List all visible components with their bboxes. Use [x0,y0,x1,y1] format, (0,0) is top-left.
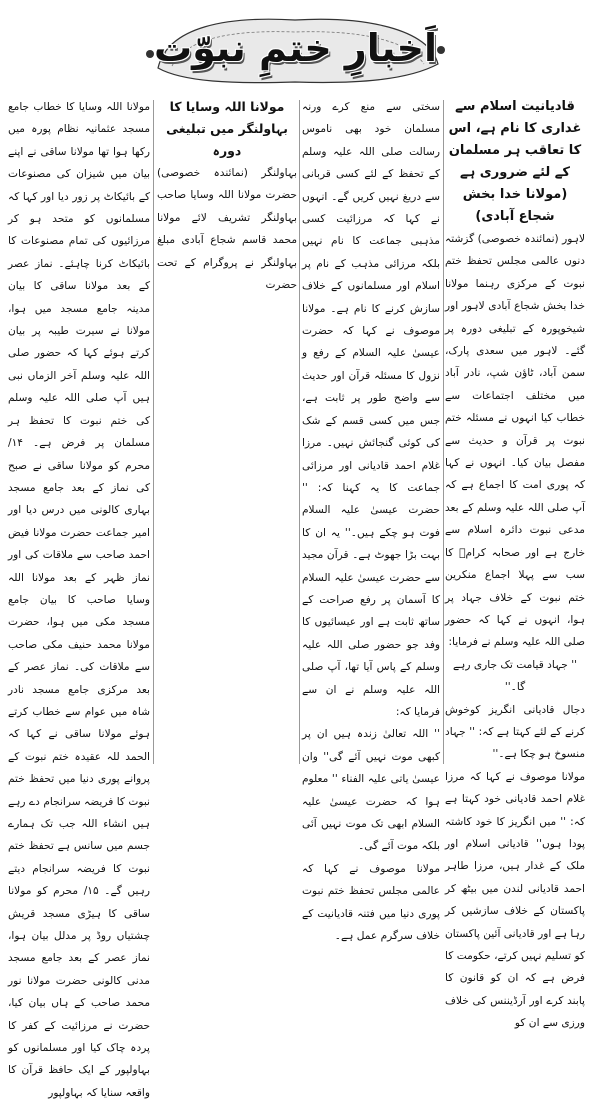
article-quote: '' اللہ تعالیٰ زندہ ہیں ان پر کبھی موت نہیں آئے گی'' وان عیسیٰ یاتی علیہ الفناء '' معلوم ہوا کہ حضرت عیسیٰ علیہ السلام ابھی تک موت نہیں آئی بلکہ موت آئے گی۔ [302,728,440,853]
article-paragraph: مولانا اللہ وسایا کا خطاب جامع مسجد عثمانیہ نظام پورہ میں رکھا ہوا تھا مولانا ساقی نے اپنے بیان میں شیزان کی مصنوعات کے بائیکاٹ پر زور دیا اور کہا کہ مسلمانوں کو متحد ہو کر مرزائیوں کی تمام مصنوعات کا بائیکاٹ کرنا چاہئے۔ نماز عصر کے بعد مولانا ساقی کا بیان مدینہ جامع مسجد میں ہوا، مولانا نے سیرت طیبہ پر بیان کرتے ہوئے کہا کہ حضور صلی اللہ علیہ وسلم آخر الزماں نبی ہیں آپ صلی اللہ علیہ وسلم کی ختم نبوت کا تحفظ ہر مسلمان پر فرض ہے۔ ۱۴/ محرم کو مولانا ساقی نے صبح کی نماز کے بعد جامع مسجد بہاری کالونی میں درس دیا اور امیر جماعت حضرت مولانا فیض احمد صاحب سے ملاقات کی اور نماز ظہر کے بعد مولانا اللہ وسایا صاحب کا بیان جامع مسجد مکی میں ہوا، حضرت مولانا محمد حنیف مکی صاحب سے ملاقات کی۔ نماز عصر کے بعد مرکزی جامع مسجد نادر شاہ میں عوام سے خطاب کرتے ہوئے مولانا ساقی نے کہا کہ الحمد للہ عقیدہ ختم نبوت کے پروانے پوری دنیا میں تحفظ ختم نبوت کا فریضہ سرانجام دے رہے ہیں انشاء اللہ جب تک ہمارے جسم میں سانس ہے تحفظ ختم نبوت کا فریضہ سرانجام دیتے رہیں گے۔ ۱۵/ محرم کو مولانا ساقی کا ہیڑی مسجد قریش چشتیاں روڈ پر مدلل بیان ہوا، نماز عصر کے بعد جامع مسجد مدنی کالونی حضرت مولانا نور محمد صاحب کے ہاں بیان کیا، حضرت نے مرزائیت کے کفر کا پردہ چاک کیا اور مسلمانوں کو بہاولپور کے ایک حافظ قرآن کا واقعہ سنایا کہ بہاولپور [8,101,150,1099]
article-paragraph: بہاولنگر (نمائندہ خصوصی) حضرت مولانا اللہ وسایا صاحب بہاولنگر تشریف لائے مولانا محمد قاسم شجاع آبادی مبلغ بہاولنگر نے پروگرام کے تحت حضرت [157,167,297,292]
article-quote: '' جہاد قیامت تک جاری رہے گا۔'' [452,658,578,694]
masthead-banner [138,6,453,90]
article-column-3 [157,96,297,768]
column-divider [153,100,154,764]
article-column-2 [302,96,440,943]
column-divider [443,100,444,764]
article-paragraph: دجال قادیانی انگریز کوخوش کرنے کے لئے کہتا ہے کہ: '' جہاد منسوخ ہو چکا ہے۔'' [445,703,585,761]
sub-headline: مولانا اللہ وسایا کا بہاولنگر میں تبلیغی دورہ [166,99,288,158]
masthead-title: اَخبارِ ختمِ نبوّت [153,26,437,70]
article-paragraph: سختی سے منع کرے ورنہ مسلمان خود بھی ناموس رسالت صلی اللہ علیہ وسلم کے تحفظ کے لئے کسی قربانی سے دریغ نہیں کریں گے۔ انہوں نے کہا کہ مرزائیت کسی مذہبی جماعت کا نام نہیں بلکہ مرزائی مذہب کے نام پر اسلام اور مسلمانوں کے خلاف سازش کرنے کا نام ہے۔ مولانا موصوف نے کہا کہ حضرت عیسیٰ علیہ السلام کے رفع و نزول کا مسئلہ قرآن اور حدیث سے واضح طور پر ثابت ہے، جس میں کسی قسم کے شک کی کوئی گنجائش نہیں۔ مرزا غلام احمد قادیانی اور مرزائی جماعت کا یہ کہنا کہ: '' حضرت عیسیٰ علیہ السلام فوت ہو چکے ہیں۔'' یہ ان کا بہت بڑا جھوٹ ہے۔ قرآن مجید سے حضرت عیسیٰ علیہ السلام کا آسمان پر رفع صراحت کے ساتھ ثابت ہے اور عیسائیوں کا وفد جو حضور صلی اللہ علیہ وسلم کے پاس آیا تھا، آپ صلی اللہ علیہ وسلم نے ان سے فرمایا کہ: [302,101,440,718]
article-headline: قادیانیت اسلام سے غداری کا نام ہے، اس کا تعاقب ہر مسلمان کے لئے ضروری ہے (مولانا خدا بخش شجاع آبادی) [448,99,582,224]
article-column-4 [8,96,150,1099]
column-divider [299,100,300,764]
article-paragraph: مولانا موصوف نے کہا کہ عالمی مجلس تحفظ ختم نبوت پوری دنیا میں فتنہ قادیانیت کے خلاف سرگرم عمل ہے۔ [302,862,440,943]
article-paragraph: مولانا موصوف نے کہا کہ مرزا غلام احمد قادیانی خود کہتا ہے کہ: '' میں انگریز کا خود کاشتہ پودا ہوں'' قادیانی اسلام اور ملک کے غدار ہیں، مرزا طاہر احمد قادیانی لندن میں بیٹھ کر پاکستان کے خلاف سازشیں کر رہا ہے اور قادیانی آئین پاکستان کو تسلیم نہیں کرتے، حکومت کا فرض ہے کہ ان کو قانون کا پابند کرے اور آرڈیننس کی خلاف ورزی سے ان کو [445,770,585,1030]
article-paragraph: لاہور (نمائندہ خصوصی) گزشتہ دنوں عالمی مجلس تحفظ ختم نبوت کے مرکزی رہنما مولانا خدا بخش شجاع آبادی لاہور اور شیخوپورہ کے تبلیغی دورہ پر گئے۔ لاہور میں سعدی پارک، سمن آباد، ٹاؤن شپ، نادر آباد میں مختلف اجتماعات سے خطاب کیا انہوں نے مسئلہ ختم نبوت پر قرآن و حدیث سے مفصل بیان کیا۔ انہوں نے کہا کہ پوری امت کا اجماع ہے کہ آپ صلی اللہ علیہ وسلم کے بعد مدعی نبوت دائرہ اسلام سے خارج ہے اور صحابہ کرامؓ کا سب سے پہلا اجماع منکرین ختم نبوت کے خلاف جہاد پر ہوا، انہوں نے کہا کہ حضور صلی اللہ علیہ وسلم نے فرمایا: [445,233,585,649]
article-column-1 [445,96,585,1030]
